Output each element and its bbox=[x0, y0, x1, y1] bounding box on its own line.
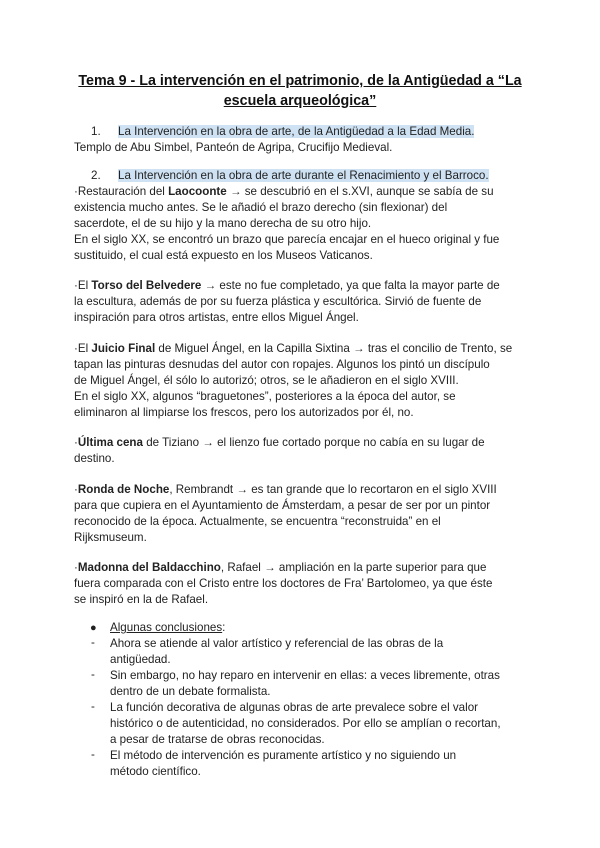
ronda-text: , Rembrandt → es tan grande que lo recortaron en el siglo XVIII bbox=[169, 483, 497, 496]
section-1-text: Templo de Abu Simbel, Panteón de Agripa, Crucifijo Medieval. bbox=[74, 141, 393, 154]
conclusion-1-line-2: antigüedad. bbox=[110, 653, 171, 666]
laocoonte-line-5: sustituido, el cual está expuesto en los Museos Vaticanos. bbox=[74, 249, 373, 262]
bullet-icon: ● bbox=[90, 622, 97, 634]
section-2-heading bbox=[74, 168, 554, 185]
conclusion-2-line-2: dentro de un debate formalista. bbox=[110, 685, 271, 698]
section-1-heading-text: La Intervención en la obra de arte, de la Antigüedad a la Edad Media. bbox=[118, 125, 475, 138]
cena-line-2: destino. bbox=[74, 452, 115, 465]
cena-prefix: · bbox=[74, 436, 78, 449]
juicio-name: Juicio Final bbox=[91, 342, 156, 355]
torso-text: → este no fue completado, ya que falta la mayor parte de bbox=[201, 279, 500, 292]
laocoonte-text: → se descubrió en el s.XVI, aunque se sabía de su bbox=[226, 185, 494, 198]
torso-line-3: inspiración para otros artistas, entre ellos Miguel Ángel. bbox=[74, 311, 359, 324]
conclusion-3-line-1: La función decorativa de algunas obras de arte prevalece sobre el valor bbox=[110, 701, 479, 714]
juicio-line-2: tapan las pinturas desnudas del autor con ropajes. Algunos los pintó un discípulo bbox=[74, 358, 490, 371]
title-line-2: escuela arqueológica” bbox=[223, 93, 377, 109]
torso-name: Torso del Belvedere bbox=[91, 279, 202, 292]
laocoonte-name: Laocoonte bbox=[168, 185, 227, 198]
ronda-line-4: Rijksmuseum. bbox=[74, 531, 147, 544]
conclusions-colon: : bbox=[222, 621, 226, 634]
ronda-line-2: para que cupiera en el Ayuntamiento de Ámsterdam, a pesar de ser por un pintor bbox=[74, 499, 491, 512]
laocoonte-line-2: existencia mucho antes. Se le añadió el brazo derecho (sin flexionar) del bbox=[74, 201, 448, 214]
dash-icon: - bbox=[91, 668, 95, 681]
madonna-prefix: · bbox=[74, 561, 78, 574]
section-1-number: 1. bbox=[91, 125, 101, 138]
dash-icon: - bbox=[91, 636, 95, 649]
cena-text: de Tiziano → el lienzo fue cortado porque no cabía en su lugar de bbox=[142, 436, 485, 449]
dash-icon: - bbox=[91, 748, 95, 761]
conclusions-heading bbox=[110, 620, 590, 637]
conclusion-1-line-1: Ahora se atiende al valor artístico y referencial de las obras de la bbox=[110, 637, 444, 650]
madonna-name: Madonna del Baldacchino bbox=[77, 561, 221, 574]
ronda-prefix: · bbox=[74, 483, 78, 496]
torso-line-1 bbox=[74, 278, 554, 295]
juicio-text: de Miguel Ángel, en la Capilla Sixtina → tras el concilio de Trento, se bbox=[155, 342, 513, 355]
section-1-heading bbox=[74, 124, 554, 141]
juicio-line-1 bbox=[74, 341, 554, 358]
madonna-line-1 bbox=[74, 560, 554, 577]
conclusions-label: Algunas conclusiones bbox=[110, 621, 223, 634]
page-title bbox=[60, 71, 540, 111]
juicio-line-3: de Miguel Ángel, él sólo lo autorizó; otros, se le añadieron en el siglo XVIII. bbox=[74, 374, 459, 387]
laocoonte-line-1 bbox=[74, 184, 554, 201]
torso-line-2: la escultura, además de por su fuerza plástica y escultórica. Sirvió de fuente de bbox=[74, 295, 482, 308]
laocoonte-line-4: En el siglo XX, se encontró un brazo que parecía encajar en el hueco original y fue bbox=[74, 233, 500, 246]
section-2-number: 2. bbox=[91, 169, 101, 182]
conclusion-2-line-1: Sin embargo, no hay reparo en intervenir en ellas: a veces libremente, otras bbox=[110, 669, 500, 682]
juicio-line-4: En el siglo XX, algunos “braguetones”, posteriores a la época del autor, se bbox=[74, 390, 456, 403]
madonna-line-3: se inspiró en la de Rafael. bbox=[74, 593, 209, 606]
ronda-name: Ronda de Noche bbox=[77, 483, 170, 496]
juicio-prefix: ·El bbox=[74, 342, 92, 355]
ronda-line-1 bbox=[74, 482, 554, 499]
title-line-1: Tema 9 - La intervención en el patrimonio, de la Antigüedad a “La bbox=[78, 73, 522, 89]
conclusion-3-line-3: a pesar de tratarse de obras reconocidas. bbox=[110, 733, 325, 746]
madonna-line-2: fuera comparada con el Cristo entre los doctores de Fra’ Bartolomeo, ya que éste bbox=[74, 577, 493, 590]
conclusion-4-line-1: El método de intervención es puramente artístico y no siguiendo un bbox=[110, 749, 457, 762]
section-2-heading-text: La Intervención en la obra de arte durante el Renacimiento y el Barroco. bbox=[118, 169, 489, 182]
dash-icon: - bbox=[91, 700, 95, 713]
laocoonte-line-3: sacerdote, el de su hijo y la mano derecha de su otro hijo. bbox=[74, 217, 372, 230]
cena-line-1 bbox=[74, 435, 554, 452]
cena-name: Última cena bbox=[77, 436, 143, 449]
conclusion-4-line-2: método científico. bbox=[110, 765, 201, 778]
torso-prefix: ·El bbox=[74, 279, 92, 292]
ronda-line-3: reconocido de la época. Actualmente, se encuentra “reconstruida” en el bbox=[74, 515, 441, 528]
juicio-line-5: eliminaron al limpiarse los frescos, pero los autorizados por él, no. bbox=[74, 406, 414, 419]
conclusion-3-line-2: histórico o de autenticidad, no considerados. Por ello se amplían o recortan, bbox=[110, 717, 501, 730]
madonna-text: , Rafael → ampliación en la parte superior para que bbox=[220, 561, 487, 574]
laocoonte-prefix: ·Restauración del bbox=[74, 185, 169, 198]
